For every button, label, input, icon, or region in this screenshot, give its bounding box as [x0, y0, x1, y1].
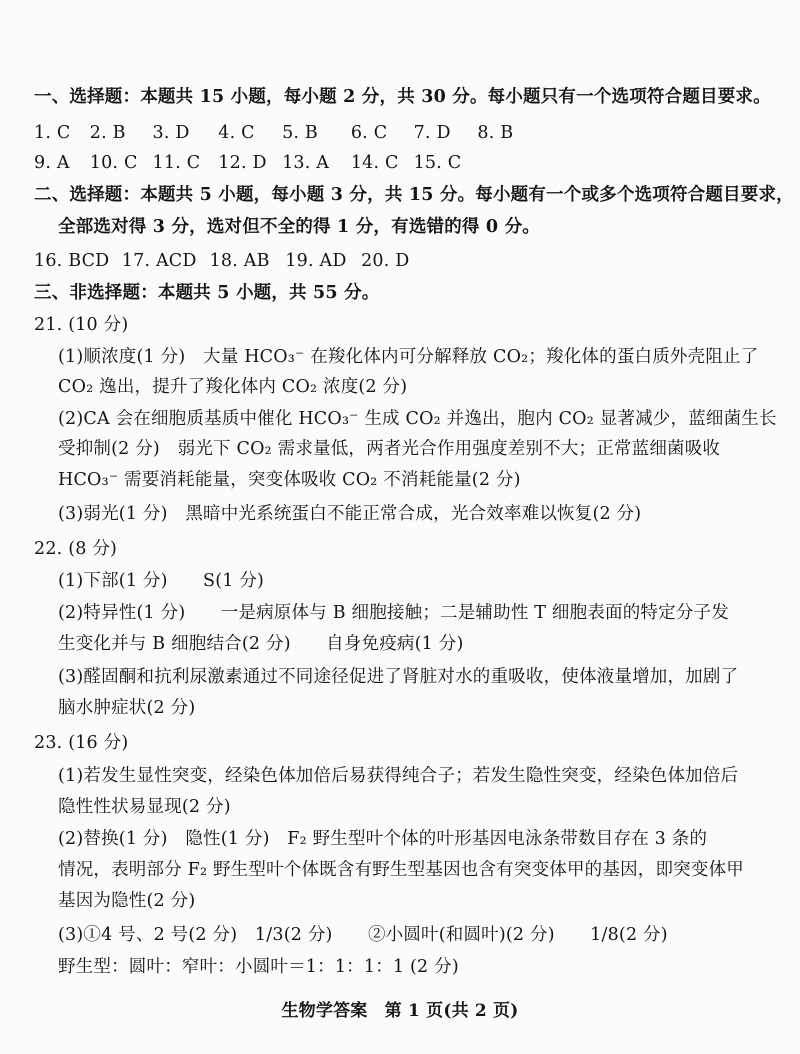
q23-title: 23. (16 分) [34, 733, 129, 753]
q22-part2-line2: 生变化并与 B 细胞结合(2 分) 自身免疫病(1 分) [58, 634, 464, 654]
answer-7: 7. D [413, 123, 451, 143]
q21-part2-line2: 受抑制(2 分) 弱光下 CO₂ 需求量低，两者光合作用强度差别不大；正常蓝细菌吸收 [58, 439, 721, 459]
q21-part3: (3)弱光(1 分) 黑暗中光系统蛋白不能正常合成，光合效率难以恢复(2 分) [58, 504, 642, 524]
q23-part1-line1: (1)若发生显性突变，经染色体加倍后易获得纯合子；若发生隐性突变，经染色体加倍后 [58, 766, 739, 786]
q23-part1-line2: 隐性性状易显现(2 分) [58, 797, 231, 817]
section2-heading-cont: 全部选对得 3 分，选对但不全的得 1 分，有选错的得 0 分。 [58, 217, 540, 237]
q21-part1-line2: CO₂ 逸出，提升了羧化体内 CO₂ 浓度(2 分) [58, 377, 408, 397]
answer-20: 20. D [361, 251, 410, 271]
section3-heading: 三、非选择题：本题共 5 小题，共 55 分。 [34, 283, 380, 303]
q21-part2-line1: (2)CA 会在细胞质基质中催化 HCO₃⁻ 生成 CO₂ 并逸出，胞内 CO₂ 显著减少，蓝细菌生长 [58, 409, 777, 429]
answer-11: 11. C [152, 153, 201, 173]
answer-15: 15. C [413, 153, 462, 173]
q22-part1: (1)下部(1 分) S(1 分) [58, 571, 265, 591]
q22-title: 22. (8 分) [34, 539, 118, 559]
answer-4: 4. C [218, 123, 255, 143]
q21-part2-line3: HCO₃⁻ 需要消耗能量，突变体吸收 CO₂ 不消耗能量(2 分) [58, 470, 521, 490]
section2-answers [34, 248, 410, 274]
answer-16: 16. BCD [34, 251, 110, 271]
page-footer: 生物学答案 第 1 页(共 2 页) [281, 1001, 519, 1021]
q22-part2-line1: (2)特异性(1 分) 一是病原体与 B 细胞接触；二是辅助性 T 细胞表面的特定分子发 [58, 603, 729, 623]
answer-12: 12. D [218, 153, 267, 173]
answer-5: 5. B [282, 123, 318, 143]
section1-answers-row2 [34, 150, 461, 176]
q21-part1-line1: (1)顺浓度(1 分) 大量 HCO₃⁻ 在羧化体内可分解释放 CO₂；羧化体的蛋白质外壳阻止了 [58, 347, 759, 367]
answer-2: 2. B [89, 123, 126, 143]
answer-1: 1. C [34, 123, 71, 143]
q23-part2-line2: 情况，表明部分 F₂ 野生型叶个体既含有野生型基因也含有突变体甲的基因，即突变体甲 [58, 860, 744, 880]
q23-part3-line2: 野生型：圆叶：窄叶：小圆叶＝1：1：1：1 (2 分) [58, 957, 459, 977]
answer-19: 19. AD [285, 251, 347, 271]
answer-10: 10. C [89, 153, 138, 173]
section1-answers-row1 [34, 120, 513, 146]
answer-13: 13. A [282, 153, 330, 173]
q23-part3-line1: (3)①4 号、2 号(2 分) 1/3(2 分) ②小圆叶(和圆叶)(2 分) 1/8(2 分) [58, 925, 668, 945]
answer-14: 14. C [350, 153, 399, 173]
section2-heading: 二、选择题：本题共 5 小题，每小题 3 分，共 15 分。每小题有一个或多个选项符合题目要求， [34, 185, 794, 205]
answer-17: 17. ACD [121, 251, 197, 271]
section1-heading: 一、选择题：本题共 15 小题，每小题 2 分，共 30 分。每小题只有一个选项符合题目要求。 [34, 87, 771, 107]
answer-18: 18. AB [209, 251, 270, 271]
answer-8: 8. B [477, 123, 514, 143]
answer-9: 9. A [34, 153, 70, 173]
q22-part3-line2: 脑水肿症状(2 分) [58, 698, 196, 718]
q23-part2-line3: 基因为隐性(2 分) [58, 891, 196, 911]
answer-3: 3. D [152, 123, 190, 143]
q23-part2-line1: (2)替换(1 分) 隐性(1 分) F₂ 野生型叶个体的叶形基因电泳条带数目存在 3 条的 [58, 829, 708, 849]
q22-part3-line1: (3)醛固酮和抗利尿激素通过不同途径促进了肾脏对水的重吸收，使体液量增加，加剧了 [58, 667, 739, 687]
q21-title: 21. (10 分) [34, 315, 129, 335]
answer-6: 6. C [350, 123, 388, 143]
